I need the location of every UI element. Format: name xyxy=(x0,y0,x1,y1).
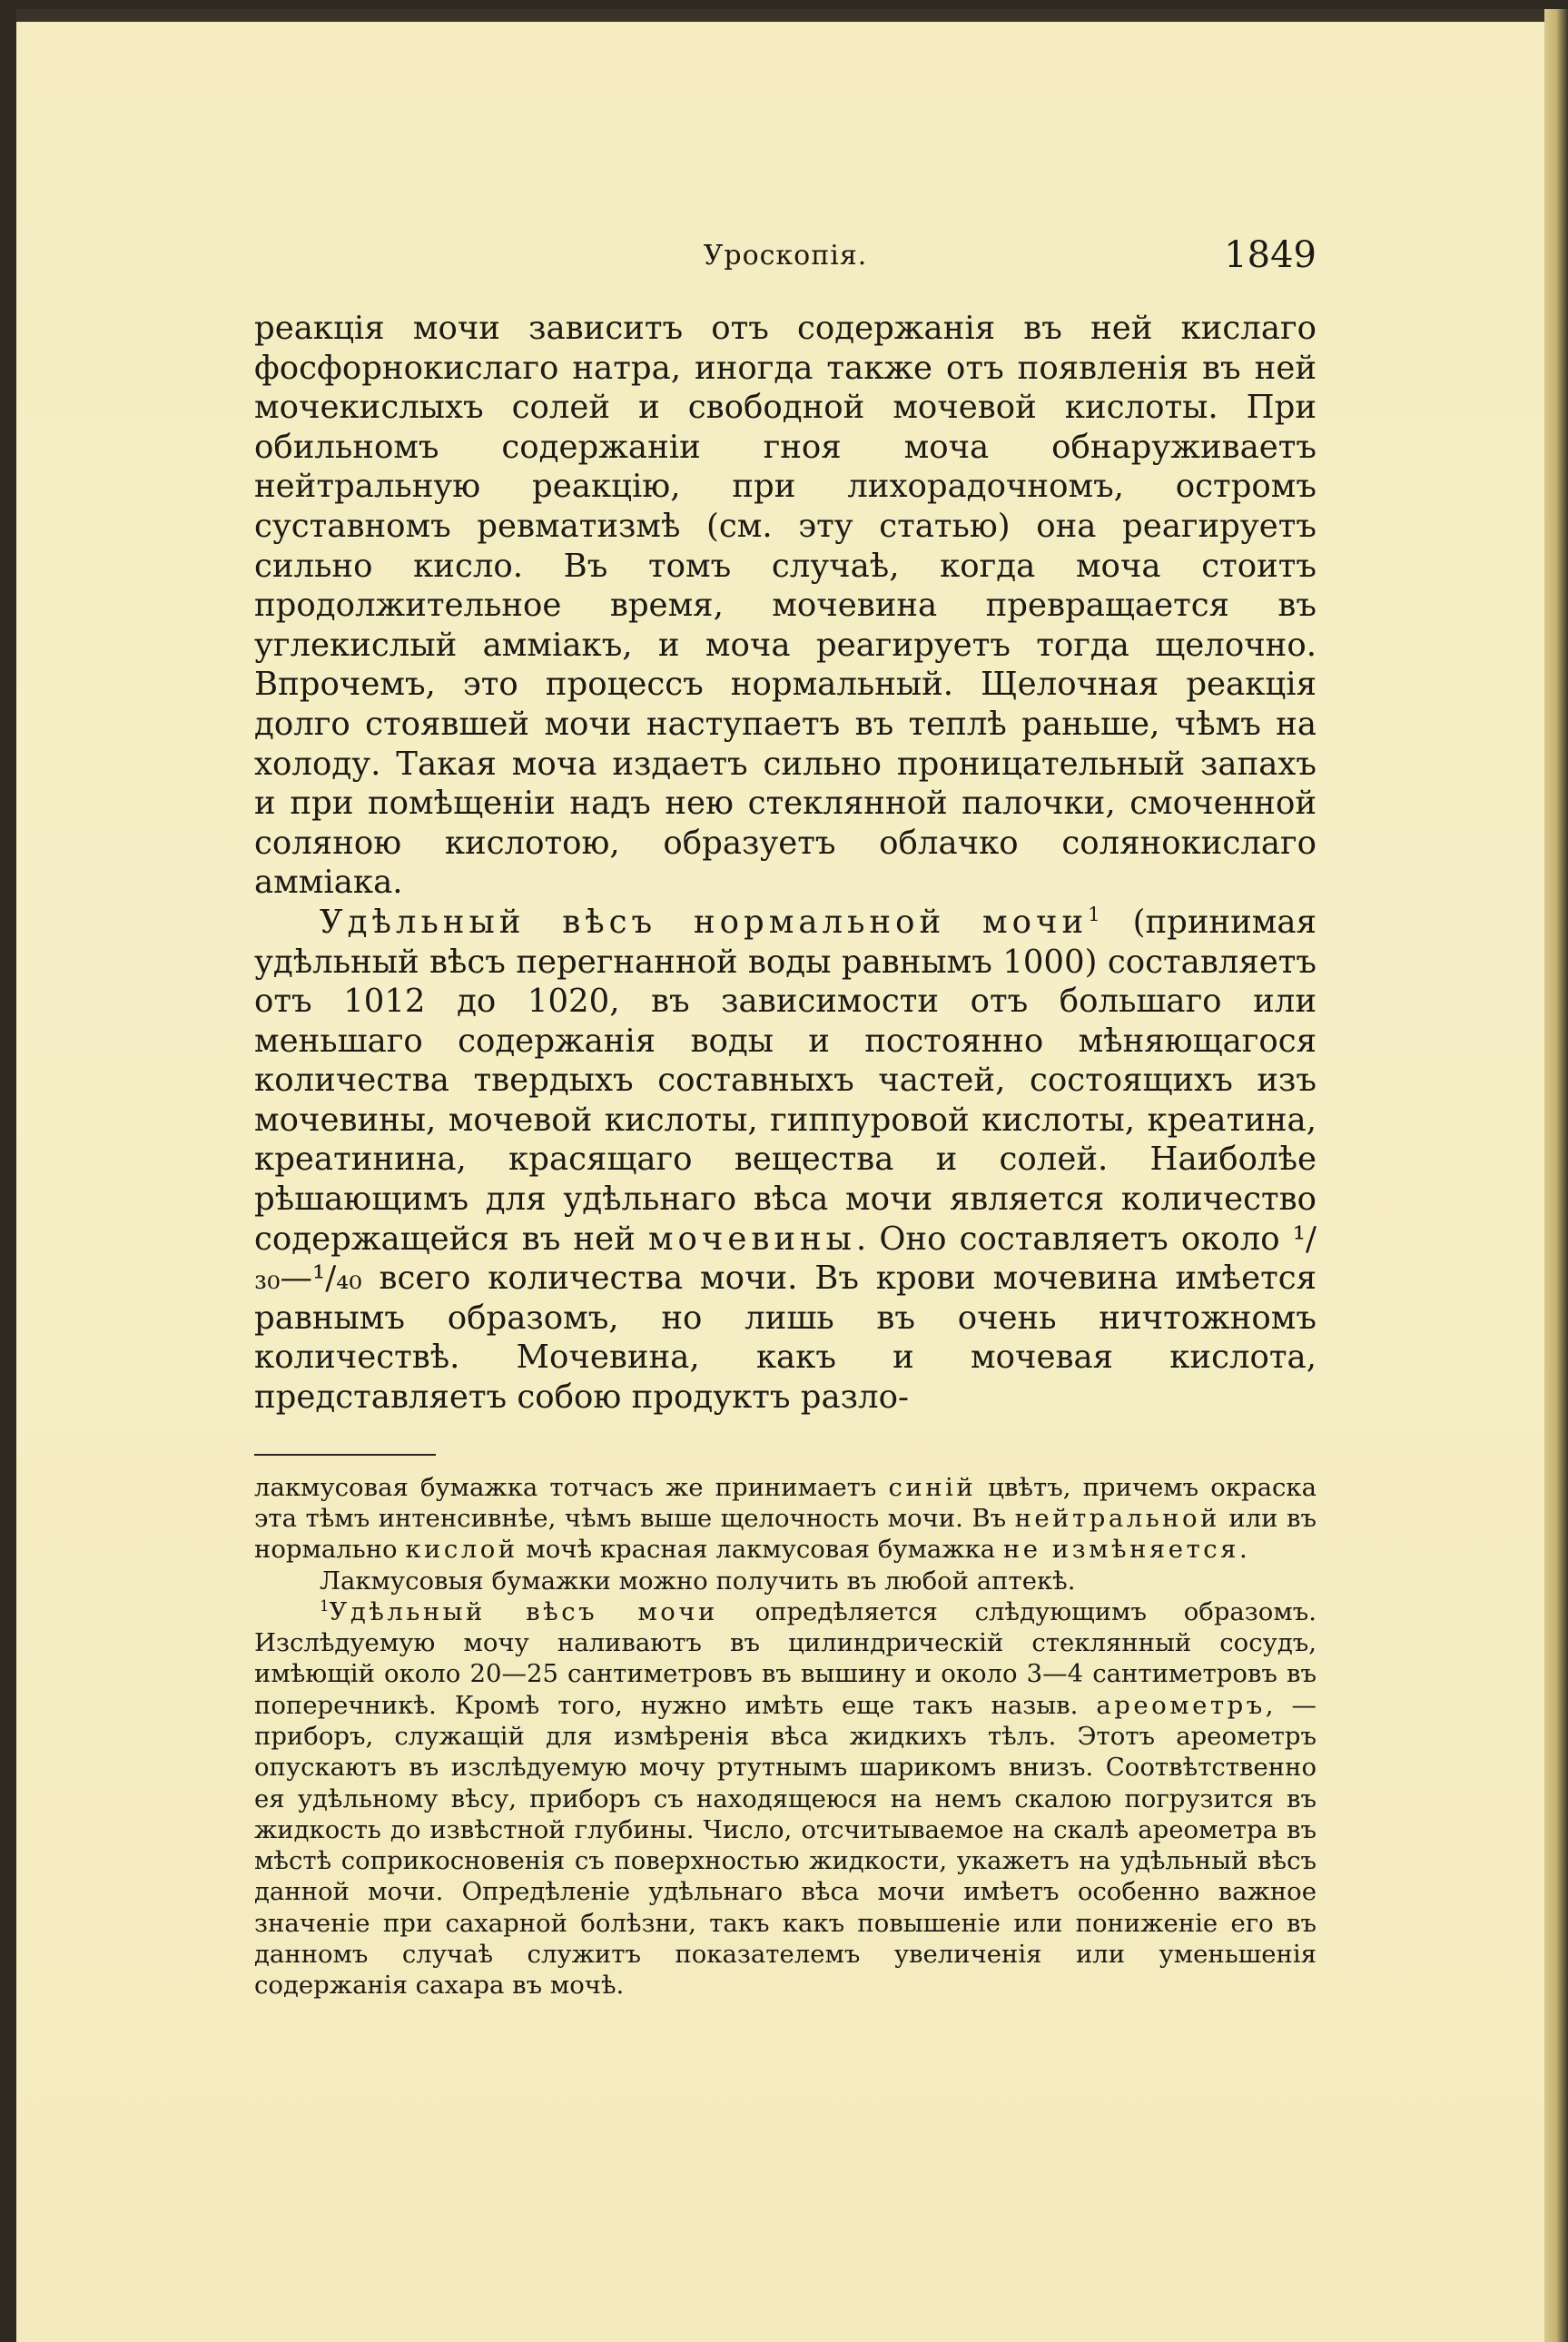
footnote-1 xyxy=(254,1596,1317,2001)
paragraph-2 xyxy=(254,903,1317,1418)
footnote-1-mark: 1 xyxy=(320,1596,330,1615)
fn-cont-text-a: лакмусовая бумажка тотчасъ же принимаетъ xyxy=(254,1472,889,1502)
fn-cont-text-c: или въ нормально xyxy=(254,1503,1317,1565)
paragraph-1: реакція мочи зависитъ отъ содержанія въ ней кислаго фосфорнокислаго натра, иногда также отъ появленія въ ней мочекислыхъ солей и свободной мочевой кислоты. При обильномъ содержаніи гноя моча обнаруживаетъ нейтральную реакцію, при лихорадочномъ, остромъ суставномъ ревматизмѣ (см. эту статью) она реагируетъ сильно кисло. Въ томъ случаѣ, когда моча стоитъ продолжительное время, мочевина превращается въ углекислый амміакъ, и моча реагируетъ тогда щелочно. Впрочемъ, это процессъ нормальный. Щелочная реакція долго стоявшей мочи наступаетъ въ теплѣ раньше, чѣмъ на холоду. Такая моча издаетъ сильно проницательный запахъ и при помѣщеніи надъ нею стеклянной палочки, смоченной соляною кислотою, образуетъ облачко солянокислаго амміака. xyxy=(254,310,1317,902)
fn-cont-text-d: мочѣ красная лакмусовая бумажка xyxy=(518,1535,1003,1565)
paragraph-2-text-b: . Оно составляетъ около ¹/₃₀—¹/₄₀ всего количества мочи. Въ крови мочевина имѣется равнымъ образомъ, но лишь въ очень ничтожномъ количествѣ. Мочевина, какъ и мочевая кислота, представляетъ собою продуктъ разло- xyxy=(254,1220,1317,1417)
fn1-spaced-areometer: ареометръ xyxy=(1096,1690,1266,1720)
fn1-text-a: опредѣляется слѣдующимъ образомъ. Изслѣдуемую мочу наливаютъ въ цилиндрическій стеклянный сосудъ, имѣющій около 20—25 сантиметровъ въ вышину и около 3—4 сантиметровъ въ поперечникѣ. Кромѣ того, нужно имѣть еще такъ назыв. xyxy=(254,1596,1317,1720)
fn-spaced-blue: синій xyxy=(888,1472,977,1502)
fn-spaced-unchanged: не измѣняется xyxy=(1002,1535,1239,1565)
page-content xyxy=(254,227,1317,2001)
main-text xyxy=(254,309,1317,1418)
running-title: Уроскопія. xyxy=(703,240,868,272)
paragraph-2-text-a: (принимая удѣльный вѣсъ перегнанной воды равнымъ 1000) составляетъ отъ 1012 до 1020, въ зависимости отъ большаго или меньшаго содержанія воды и постоянно мѣняющагося количества твердыхъ составныхъ частей, состоящихъ изъ мочевины, мочевой кислоты, гиппуровой кислоты, креатина, креатинина, красящаго вещества и солей. Наиболѣе рѣшающимъ для удѣльнаго вѣса мочи является количество содержащейся въ ней xyxy=(254,903,1317,1258)
running-head xyxy=(254,227,1317,285)
footnote-rule xyxy=(254,1454,436,1456)
fn1-spaced-term: Удѣльный вѣсъ мочи xyxy=(329,1596,718,1626)
fn-spaced-neutral: нейтральной xyxy=(1014,1503,1220,1533)
footnote-litmus-note: Лакмусовыя бумажки можно получить въ любой аптекѣ. xyxy=(320,1566,1076,1596)
footnote-ref-1: 1 xyxy=(1088,904,1100,927)
fn-spaced-acid: кислой xyxy=(405,1535,518,1565)
footnote-continuation xyxy=(254,1472,1317,1566)
scan-right-edge xyxy=(1544,9,1568,2342)
spaced-term-urea: мочевины xyxy=(647,1220,856,1258)
scan-top-edge xyxy=(16,9,1568,22)
page-number: 1849 xyxy=(1224,234,1317,276)
spaced-term-specific-gravity: Удѣльный вѣсъ нормальной мочи xyxy=(320,903,1089,941)
fn-cont-text-b: цвѣтъ, причемъ окраска эта тѣмъ интенсивнѣе, чѣмъ выше щелочность мочи. Въ xyxy=(254,1472,1317,1533)
fn-cont-text-e: . xyxy=(1238,1535,1247,1565)
footnotes xyxy=(254,1472,1317,2001)
fn1-text-b: , — приборъ, служащій для измѣренія вѣса жидкихъ тѣлъ. Этотъ ареометръ опускаютъ въ изслѣдуемую мочу ртутнымъ шарикомъ внизъ. Соотвѣтственно ея удѣльному вѣсу, приборъ съ находящеюся на немъ скалою погрузится въ жидкость до извѣстной глубины. Число, отсчитываемое на скалѣ ареометра въ мѣстѣ соприкосновенія съ поверхностью жидкости, укажетъ на удѣльный вѣсъ данной мочи. Опредѣленіе удѣльнаго вѣса мочи имѣетъ особенно важное значеніе при сахарной болѣзни, такъ какъ повышеніе или пониженіе его въ данномъ случаѣ служитъ показателемъ увеличенія или уменьшенія содержанія сахара въ мочѣ. xyxy=(254,1690,1317,2001)
